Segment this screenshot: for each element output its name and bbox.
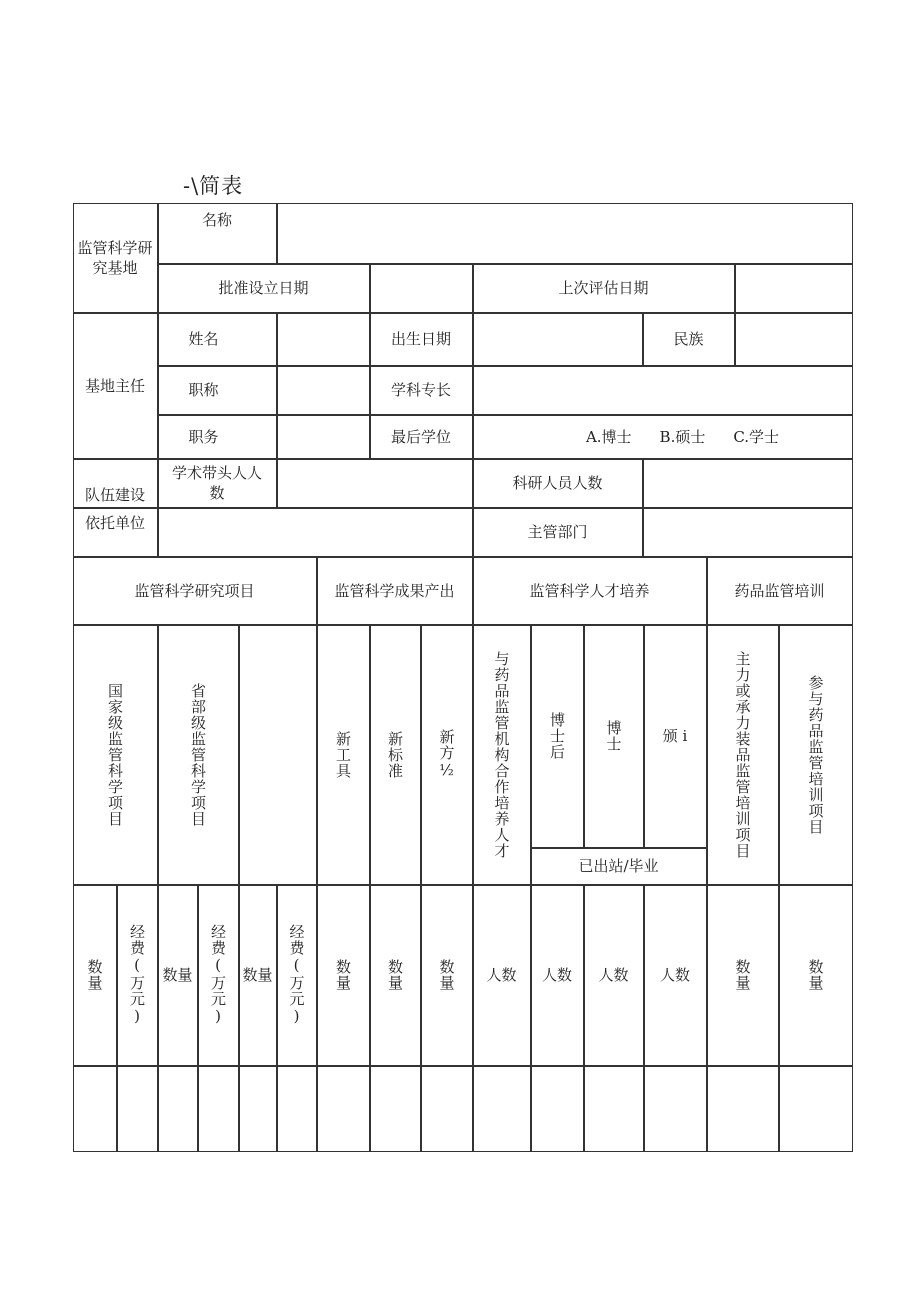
category-research: 监管科学研究项目 [73,557,317,625]
base-name-label: 名称 [158,203,277,264]
leaders-value[interactable] [277,459,473,508]
data-cell[interactable] [317,1066,370,1152]
degree-option-master[interactable]: B.硕士 [659,427,706,446]
base-name-value[interactable] [277,203,853,264]
director-title-value[interactable] [277,366,370,415]
degree-label: 最后学位 [370,415,473,459]
unit-national-quantity: 数量 [73,885,117,1066]
ethnicity-label: 民族 [643,313,735,366]
provincial-projects-header: 省部级监管科学项目 [158,625,239,885]
director-position-value[interactable] [277,415,370,459]
unit-provincial-funding: 经费(万元) [198,885,239,1066]
data-cell[interactable] [73,1066,117,1152]
unit-new-standard-quantity: 数量 [370,885,421,1066]
approval-date-value[interactable] [370,264,473,313]
new-method-header: 新方½ [421,625,473,885]
unit-join-quantity: 数量 [779,885,853,1066]
dept-label: 主管部门 [473,508,643,557]
data-cell[interactable] [644,1066,707,1152]
unit-lead-quantity: 数量 [707,885,779,1066]
support-unit-value[interactable] [158,508,473,557]
unit-new-method-quantity: 数量 [421,885,473,1066]
data-cell[interactable] [531,1066,584,1152]
category-training: 药品监管培训 [707,557,853,625]
degree-options [473,415,853,459]
director-name-label: 姓名 [158,313,277,366]
data-cell[interactable] [779,1066,853,1152]
data-cell[interactable] [370,1066,421,1152]
director-title-label: 职称 [158,366,277,415]
doctor-header: 博士 [584,625,644,848]
ethnicity-value[interactable] [735,313,853,366]
data-cell[interactable] [584,1066,644,1152]
unit-other-quantity: 数量 [239,885,277,1066]
leaders-label: 学术带头人人数 [158,459,277,508]
unit-joint-people: 人数 [473,885,531,1066]
unit-doctor-people: 人数 [584,885,644,1066]
approval-date-label: 批准设立日期 [158,264,370,313]
degree-option-doctor[interactable]: A.博士 [585,427,632,446]
specialty-label: 学科专长 [370,366,473,415]
last-eval-label: 上次评估日期 [473,264,735,313]
master-header: 颁 i [644,625,707,848]
researchers-value[interactable] [643,459,853,508]
data-cell[interactable] [421,1066,473,1152]
form-title: -\简表 [183,174,244,198]
lead-training-header: 主力或承力装品监管培训项目 [707,625,779,885]
dept-value[interactable] [643,508,853,557]
unit-provincial-quantity: 数量 [158,885,198,1066]
data-cell[interactable] [117,1066,158,1152]
graduated-header: 已出站/毕业 [531,848,707,885]
join-training-header: 参与药品监管培训项目 [779,625,853,885]
researchers-label: 科研人员人数 [473,459,643,508]
joint-training-header: 与药品监管机构合作培养人才 [473,625,531,885]
director-name-value[interactable] [277,313,370,366]
new-standard-header: 新标准 [370,625,421,885]
data-cell[interactable] [239,1066,277,1152]
national-projects-header: 国家级监管科学项目 [73,625,158,885]
specialty-value[interactable] [473,366,853,415]
birth-label: 出生日期 [370,313,473,366]
data-cell[interactable] [707,1066,779,1152]
category-talent: 监管科学人才培养 [473,557,707,625]
base-section-label: 监管科学研究基地 [73,203,158,313]
director-section-label: 基地主任 [73,313,158,459]
data-cell[interactable] [158,1066,198,1152]
blank-projects-header [239,625,317,885]
team-section-label: 队伍建设 [73,459,158,508]
last-eval-value[interactable] [735,264,853,313]
new-tool-header: 新工具 [317,625,370,885]
unit-other-funding: 经费(万元) [277,885,317,1066]
degree-option-bachelor[interactable]: C.学士 [733,427,780,446]
data-cell[interactable] [198,1066,239,1152]
birth-value[interactable] [473,313,643,366]
category-output: 监管科学成果产出 [317,557,473,625]
support-unit-label: 依托单位 [73,508,158,557]
unit-master-people: 人数 [644,885,707,1066]
postdoc-header: 博士后 [531,625,584,848]
unit-national-funding: 经费(万元) [117,885,158,1066]
unit-new-tool-quantity: 数量 [317,885,370,1066]
director-position-label: 职务 [158,415,277,459]
data-cell[interactable] [473,1066,531,1152]
unit-postdoc-people: 人数 [531,885,584,1066]
data-cell[interactable] [277,1066,317,1152]
